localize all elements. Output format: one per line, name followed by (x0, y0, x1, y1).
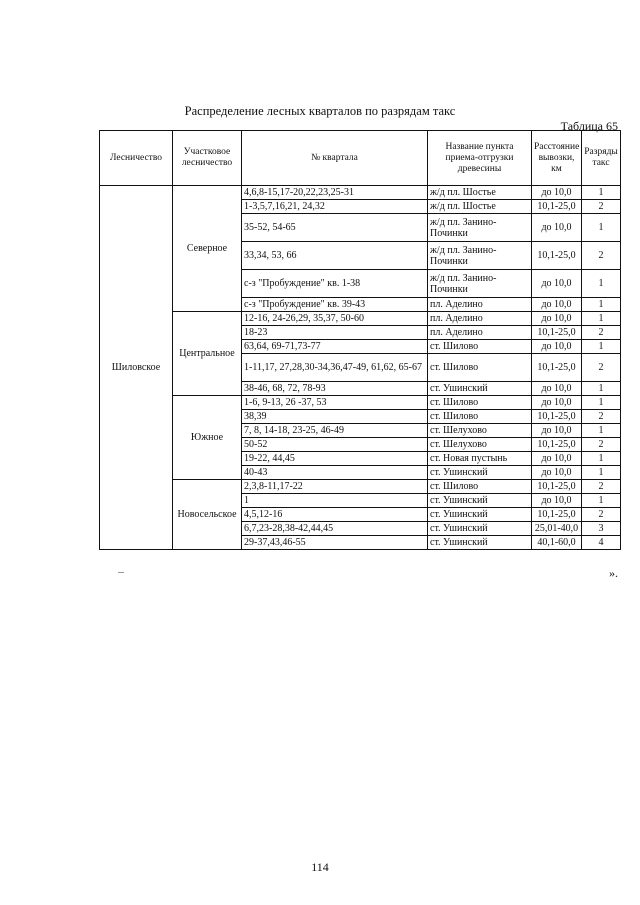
quarter-cell: 38,39 (242, 410, 428, 424)
quarter-cell: 1-6, 9-13, 26 -37, 53 (242, 396, 428, 410)
quarter-cell: 6,7,23-28,38-42,44,45 (242, 522, 428, 536)
quarter-cell: 18-23 (242, 326, 428, 340)
point-cell: пл. Аделино (428, 298, 532, 312)
point-cell: ст. Шилово (428, 480, 532, 494)
closing-quote: ». (609, 566, 618, 580)
point-cell: ст. Ушинский (428, 466, 532, 480)
quarter-cell: 4,6,8-15,17-20,22,23,25-31 (242, 186, 428, 200)
rank-cell: 1 (582, 186, 621, 200)
table-header-row (100, 131, 621, 186)
quarter-cell: с-з "Пробуждение" кв. 1-38 (242, 270, 428, 298)
distance-cell: до 10,0 (532, 452, 582, 466)
header-distance: Расстояние вывозки, км (532, 131, 582, 186)
rank-cell: 2 (582, 480, 621, 494)
rank-cell: 1 (582, 312, 621, 326)
table-row (100, 186, 621, 200)
point-cell: ст. Шилово (428, 340, 532, 354)
point-cell: ст. Ушинский (428, 522, 532, 536)
point-cell: ст. Новая пустынь (428, 452, 532, 466)
header-quarter: № квартала (242, 131, 428, 186)
quarter-cell: 33,34, 53, 66 (242, 242, 428, 270)
distance-cell: до 10,0 (532, 494, 582, 508)
distance-cell: до 10,0 (532, 214, 582, 242)
point-cell: ст. Ушинский (428, 508, 532, 522)
quarter-cell: 19-22, 44,45 (242, 452, 428, 466)
distance-cell: 40,1-60,0 (532, 536, 582, 550)
rank-cell: 1 (582, 270, 621, 298)
quarter-cell: 12-16, 24-26,29, 35,37, 50-60 (242, 312, 428, 326)
distance-cell: до 10,0 (532, 396, 582, 410)
district-cell-south: Южное (173, 396, 242, 480)
table-title: Распределение лесных кварталов по разрядам такс (184, 104, 456, 118)
table-row (100, 312, 621, 326)
distance-cell: 10,1-25,0 (532, 480, 582, 494)
rank-cell: 1 (582, 424, 621, 438)
point-cell: ст. Ушинский (428, 382, 532, 396)
rank-cell: 1 (582, 214, 621, 242)
rank-cell: 1 (582, 382, 621, 396)
forestry-cell: Шиловское (100, 186, 173, 550)
rank-cell: 1 (582, 396, 621, 410)
header-point: Название пункта приема-отгрузки древесины (428, 131, 532, 186)
distance-cell: до 10,0 (532, 466, 582, 480)
quarter-cell: 63,64, 69-71,73-77 (242, 340, 428, 354)
distance-cell: 10,1-25,0 (532, 326, 582, 340)
quarter-cell: 29-37,43,46-55 (242, 536, 428, 550)
quarter-cell: 2,3,8-11,17-22 (242, 480, 428, 494)
quarter-cell: 1-11,17, 27,28,30-34,36,47-49, 61,62, 65-67 (242, 354, 428, 382)
table-number: Таблица 65 (560, 119, 618, 133)
quarter-cell: 35-52, 54-65 (242, 214, 428, 242)
point-cell: ст. Шилово (428, 410, 532, 424)
rank-cell: 1 (582, 298, 621, 312)
quarter-cell: 1-3,5,7,16,21, 24,32 (242, 200, 428, 214)
rank-cell: 1 (582, 452, 621, 466)
rank-cell: 2 (582, 326, 621, 340)
page-number: 114 (311, 860, 329, 874)
district-cell-novosel: Новосельское (173, 480, 242, 550)
point-cell: ст. Шелухово (428, 438, 532, 452)
distance-cell: 10,1-25,0 (532, 508, 582, 522)
point-cell: ж/д пл. Шостье (428, 200, 532, 214)
distribution-table (99, 130, 621, 550)
rank-cell: 2 (582, 508, 621, 522)
rank-cell: 2 (582, 242, 621, 270)
distance-cell: до 10,0 (532, 312, 582, 326)
rank-cell: 2 (582, 410, 621, 424)
distance-cell: до 10,0 (532, 298, 582, 312)
point-cell: ст. Ушинский (428, 536, 532, 550)
rank-cell: 1 (582, 466, 621, 480)
point-cell: ст. Шилово (428, 396, 532, 410)
point-cell: ж/д пл. Занино-Починки (428, 242, 532, 270)
quarter-cell: 7, 8, 14-18, 23-25, 46-49 (242, 424, 428, 438)
point-cell: ж/д пл. Занино-Починки (428, 270, 532, 298)
quarter-cell: 40-43 (242, 466, 428, 480)
distance-cell: 10,1-25,0 (532, 354, 582, 382)
rank-cell: 3 (582, 522, 621, 536)
point-cell: ж/д пл. Шостье (428, 186, 532, 200)
district-cell-north: Северное (173, 186, 242, 312)
distance-cell: 10,1-25,0 (532, 242, 582, 270)
distance-cell: 10,1-25,0 (532, 200, 582, 214)
quarter-cell: 38-46, 68, 72, 78-93 (242, 382, 428, 396)
point-cell: ст. Шилово (428, 354, 532, 382)
distance-cell: до 10,0 (532, 340, 582, 354)
rank-cell: 2 (582, 354, 621, 382)
quarter-cell: 1 (242, 494, 428, 508)
distance-cell: до 10,0 (532, 424, 582, 438)
rank-cell: 1 (582, 494, 621, 508)
distance-cell: 10,1-25,0 (532, 438, 582, 452)
distance-cell: до 10,0 (532, 382, 582, 396)
scan-mark (118, 572, 124, 573)
header-district: Участковое лесничество (173, 131, 242, 186)
point-cell: пл. Аделино (428, 312, 532, 326)
rank-cell: 1 (582, 340, 621, 354)
district-cell-central: Центральное (173, 312, 242, 396)
point-cell: ж/д пл. Занино-Починки (428, 214, 532, 242)
distance-cell: 10,1-25,0 (532, 410, 582, 424)
distance-cell: 25,01-40,0 (532, 522, 582, 536)
distance-cell: до 10,0 (532, 270, 582, 298)
rank-cell: 4 (582, 536, 621, 550)
table-row (100, 480, 621, 494)
quarter-cell: 4,5,12-16 (242, 508, 428, 522)
point-cell: ст. Ушинский (428, 494, 532, 508)
table-row (100, 396, 621, 410)
point-cell: ст. Шелухово (428, 424, 532, 438)
rank-cell: 2 (582, 200, 621, 214)
point-cell: пл. Аделино (428, 326, 532, 340)
distance-cell: до 10,0 (532, 186, 582, 200)
header-rank: Разряды такс (582, 131, 621, 186)
rank-cell: 2 (582, 438, 621, 452)
quarter-cell: с-з "Пробуждение" кв. 39-43 (242, 298, 428, 312)
quarter-cell: 50-52 (242, 438, 428, 452)
header-forestry: Лесничество (100, 131, 173, 186)
